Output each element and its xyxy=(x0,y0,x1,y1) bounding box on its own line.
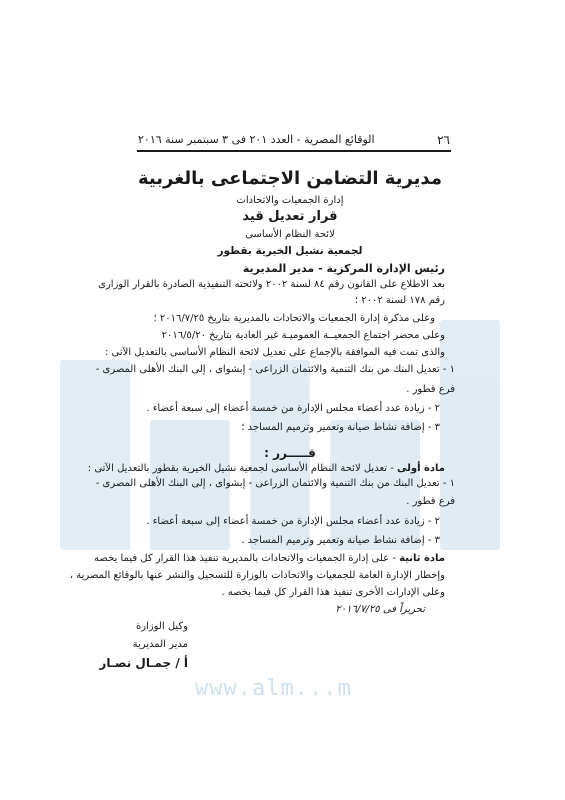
gazette-title: الوقائع المصرية - العدد ٢٠١ فى ٣ سبتمبر سنة ٢٠١٦ xyxy=(138,133,375,146)
article-two-line: وعلى الإدارات الأخرى تنفيذ هذا القرار كل فيما يخصه . xyxy=(221,587,445,598)
article-one xyxy=(45,462,445,476)
article-two-line: وإخطار الإدارة العامة للجمعيات والاتحادات بالوزارة للتسجيل والنشر عنها بالوقائع المصرية ، xyxy=(69,570,445,581)
decision-title: قرار تعديل قيد xyxy=(242,209,338,224)
preamble-line: رقم ١٧٨ لسنة ٢٠٠٢ ؛ xyxy=(354,295,445,306)
preamble-line: بعد الاطلاع على القانون رقم ٨٤ لسنة ٢٠٠٢ ولائحته التنفيذية الصادرة بالقرار الوزارى xyxy=(98,279,445,290)
watermark-url: www.alm...m xyxy=(195,676,352,701)
amendment-item: ٢ - زيادة عدد أعضاء مجلس الإدارة من خمسة أعضاء إلى سبعة أعضاء . xyxy=(146,516,440,527)
signature-name: أ / جمـال نصـار xyxy=(99,656,188,670)
article-two-label: مادة ثانية xyxy=(399,553,445,564)
preamble-line: والذى تمت فيه الموافقة بالإجماع على تعديل لائحة النظام الأساسى بالتعديل الآتى : xyxy=(104,347,445,358)
decree-heading: قـــــرر : xyxy=(264,446,316,460)
signature-role: مدير المديرية xyxy=(132,639,188,650)
amendment-item: ١ - تعديل البنك من بنك التنمية والائتمان الزراعى - إبشواى ، إلى البنك الأهلى المصرى - xyxy=(95,478,455,489)
article-one-text: - تعديل لائحة النظام الأساسى لجمعية نشيل الخيرية بقطور بالتعديل الآتى : xyxy=(87,463,398,474)
issue-date: تحريراً فى ٢٠١٦/٧/٢٥ xyxy=(335,604,425,615)
page-number: ٢٦ xyxy=(437,133,450,147)
association-name: لجمعية نشيل الخيرية بقطور xyxy=(217,245,363,257)
amendment-item: فرع قطور . xyxy=(406,384,455,395)
amendment-item: ٣ - إضافة نشاط صيانة وتعمير وترميم المساجد ؛ xyxy=(241,422,440,433)
preamble-line: وعلى محضر اجتماع الجمعيــة العموميـة غير العادية بتاريخ ٢٠١٦/٥/٢٠ xyxy=(161,330,445,341)
amendment-item: فرع قطور . xyxy=(406,496,455,507)
issuer-line: رئيس الإدارة المركزية - مدير المديرية xyxy=(242,262,445,275)
article-one-label: مادة أولى xyxy=(397,463,445,474)
signature-title: وكيل الوزارة xyxy=(135,621,188,632)
article-two xyxy=(45,552,445,566)
regulation-title: لائحة النظام الأساسى xyxy=(245,229,335,240)
directorate-title: مديرية التضامن الاجتماعى بالغربية xyxy=(138,168,442,189)
preamble-line: وعلى مذكرة إدارة الجمعيات والاتحادات بالمديرية بتاريخ ٢٠١٦/٧/٢٥ ؛ xyxy=(153,313,435,324)
amendment-item: ١ - تعديل البنك من بنك التنمية والائتمان الزراعى - إبشواى ، إلى البنك الأهلى المصرى - xyxy=(95,364,455,375)
amendment-item: ٣ - إضافة نشاط صيانة وتعمير وترميم المساجد . xyxy=(241,535,440,546)
header-divider xyxy=(137,150,451,152)
department-name: إدارة الجمعيات والاتحادات xyxy=(236,195,344,206)
amendment-item: ٢ - زيادة عدد أعضاء مجلس الإدارة من خمسة أعضاء إلى سبعة أعضاء . xyxy=(146,403,440,414)
article-two-text: - على إدارة الجمعيات والاتحادات بالمديرية تنفيذ هذا القرار كل فيما يخصه xyxy=(94,553,400,564)
page-header xyxy=(138,133,450,147)
